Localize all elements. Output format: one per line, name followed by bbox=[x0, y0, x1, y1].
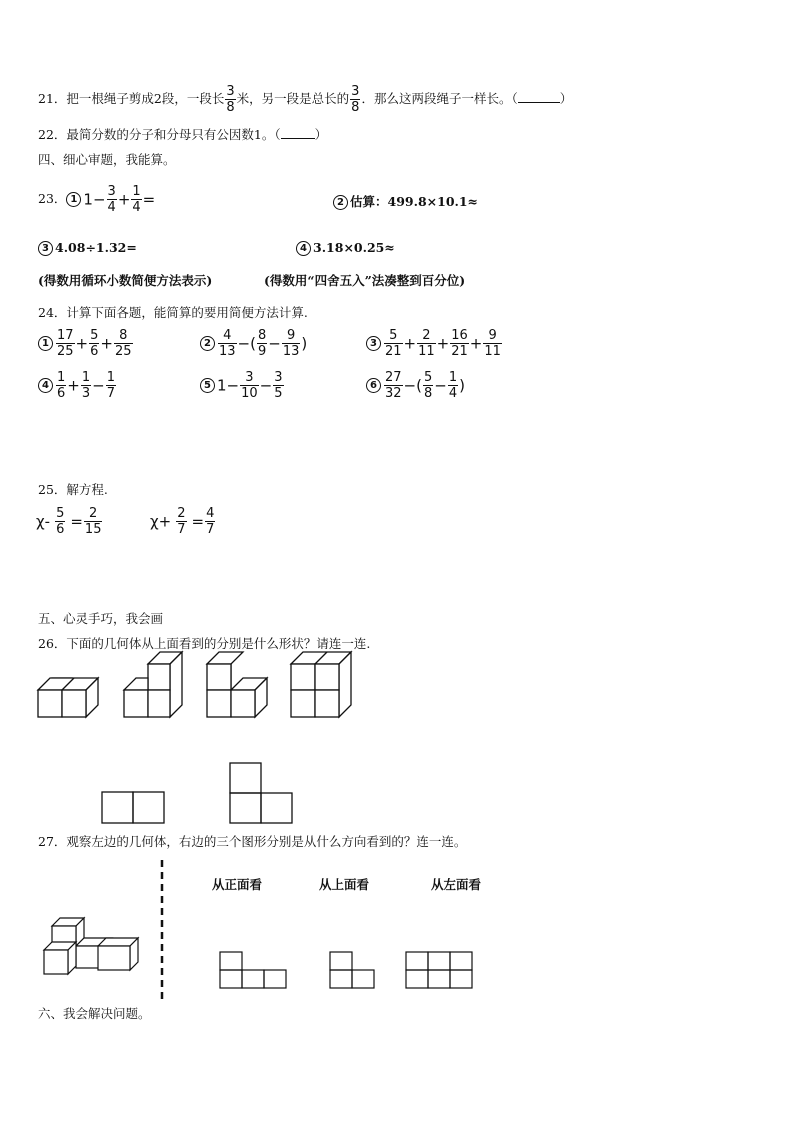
top-view-shape-1[interactable] bbox=[102, 792, 164, 823]
calc-item-1: 1 $\frac{17}{25}$ + $\frac{5}{6}$ + $\frac{8}{25}$ bbox=[38, 328, 134, 359]
question-24-title: 24．计算下面各题，能简算的要用简便方法计算. bbox=[38, 305, 308, 320]
equation-1: χ- $\frac{5}{6}$ = $\frac{2}{15}$ bbox=[36, 506, 102, 537]
question-23-part2: 2 估算：499.8×10.1≈ bbox=[333, 192, 478, 210]
calc-item-2: 2 $\frac{4}{13}$ −( $\frac{8}{9}$ − $\frac{9}{13}$ ) bbox=[200, 328, 307, 359]
section-4-heading: 四、细心审题，我能算。 bbox=[38, 152, 176, 167]
view-shape-3[interactable] bbox=[406, 952, 472, 988]
circled-number: 1 bbox=[66, 192, 81, 207]
cube-figure-3 bbox=[207, 652, 267, 717]
calc-item-5: 5 1− $\frac{3}{10}$ − $\frac{3}{5}$ bbox=[200, 370, 285, 401]
calc-item-3: 3 $\frac{5}{21}$ + $\frac{2}{11}$ + $\frac{16}{21}$ + $\frac{9}{11}$ bbox=[366, 328, 503, 359]
cube-figure-4 bbox=[291, 652, 351, 717]
cube-figure-1 bbox=[38, 678, 98, 717]
calc-item-4: 4 $\frac{1}{6}$ + $\frac{1}{3}$ − $\frac{1}{7}$ bbox=[38, 370, 117, 401]
calc-item-6: 6 $\frac{27}{32}$ −( $\frac{5}{8}$ − $\frac{1}{4}$ ) bbox=[366, 370, 465, 401]
question-23-part1: 23． 1 1− $\frac{3}{4}$ + $\frac{1}{4}$ = bbox=[38, 184, 156, 215]
top-view-shape-2[interactable] bbox=[230, 763, 292, 823]
note-2: (得数用“四舍五入”法凑整到百分位) bbox=[264, 273, 466, 288]
section-6-heading: 六、我会解决问题。 bbox=[38, 1006, 151, 1021]
cube-figure-2 bbox=[124, 652, 182, 717]
section-5-heading: 五、心灵手巧，我会画 bbox=[38, 611, 164, 626]
question-23-part4: 4 3.18×0.25≈ bbox=[296, 240, 395, 256]
view-label-top: 从上面看 bbox=[319, 877, 370, 892]
question-22: 22．最简分数的分子和分母只有公因数1。（ ） bbox=[38, 127, 328, 142]
question-23-part3: 3 4.08÷1.32= bbox=[38, 240, 137, 256]
question-25-title: 25．解方程. bbox=[38, 482, 108, 497]
fraction: $\frac{3}{8}$ bbox=[351, 84, 360, 115]
view-label-front: 从正面看 bbox=[212, 877, 263, 892]
solid-figure bbox=[44, 918, 138, 974]
question-26-title: 26．下面的几何体从上面看到的分别是什么形状？请连一连. bbox=[38, 636, 371, 651]
view-label-left: 从左面看 bbox=[431, 877, 482, 892]
equation-2: χ+ $\frac{2}{7}$ = $\frac{4}{7}$ bbox=[150, 506, 215, 537]
fraction: $\frac{3}{8}$ bbox=[226, 84, 235, 115]
question-27-title: 27．观察左边的几何体，右边的三个图形分别是从什么方向看到的？连一连。 bbox=[38, 834, 467, 849]
view-shape-1[interactable] bbox=[220, 952, 286, 988]
view-shape-2[interactable] bbox=[330, 952, 374, 988]
question-21: 21．把一根绳子剪成2段，一段长 $\frac{3}{8}$ 米，另一段是总长的 $\frac{3}{8}$ ．那么这两段绳子一样长。（ ） bbox=[38, 84, 573, 115]
note-1: (得数用循环小数简便方法表示) bbox=[38, 273, 213, 288]
